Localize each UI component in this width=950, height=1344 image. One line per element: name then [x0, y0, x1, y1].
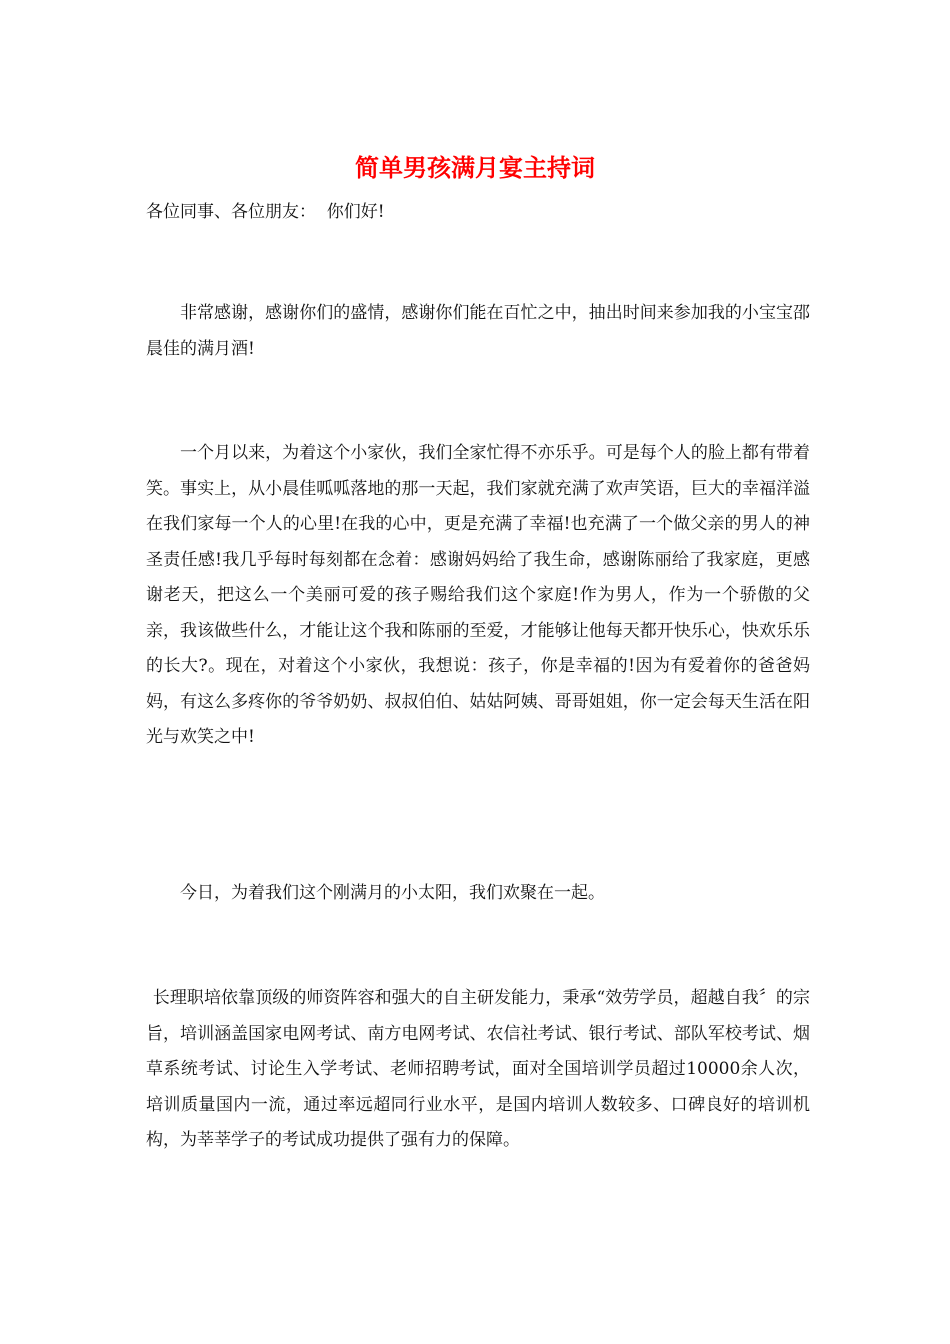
paragraph-father-speech: 一个月以来，为着这个小家伙，我们全家忙得不亦乐乎。可是每个人的脸上都有带着笑。事实上，从小晨佳呱呱落地的那一天起，我们家就充满了欢声笑语，巨大的幸福洋溢在我们家每一个人的心里!在我的心中，更是充满了幸福!也充满了一个做父亲的男人的神圣责任感!我几乎每时每刻都在念着：感谢妈妈给了我生命，感谢陈丽给了我家庭，更感谢老天，把这么一个美丽可爱的孩子赐给我们这个家庭!作为男人，作为一个骄傲的父亲，我该做些什么，才能让这个我和陈丽的至爱，才能够让他每天都开快乐心，快欢乐乐的长大?。现在，对着这个小家伙，我想说：孩子，你是幸福的!因为有爱着你的爸爸妈妈，有这么多疼你的爷爷奶奶、叔叔伯伯、姑姑阿姨、哥哥姐姐，你一定会每天生活在阳光与欢笑之中! — [146, 443, 810, 747]
paragraph-advertisement: 长理职培依靠顶级的师资阵容和强大的自主研发能力，秉承“效劳学员，超越自我〞的宗旨，培训涵盖国家电网考试、南方电网考试、农信社考试、银行考试、部队军校考试、烟草系统考试、讨论生入学考试、老师招聘考试，面对全国培训学员超过10000余人次，培训质量国内一流，通过率远超同行业水平，是国内培训人数较多、口碑良好的培训机构，为莘莘学子的考试成功提供了强有力的保障。 — [146, 988, 810, 1150]
paragraph-gathering: 今日，为着我们这个刚满月的小太阳，我们欢聚在一起。 — [180, 883, 605, 903]
greeting-line: 各位同事、各位朋友： 你们好! — [146, 202, 385, 222]
page-title: 简单男孩满月宴主持词 — [355, 153, 595, 182]
paragraph-thanks: 非常感谢，感谢你们的盛情，感谢你们能在百忙之中，抽出时间来参加我的小宝宝邵晨佳的满月酒! — [146, 303, 810, 359]
